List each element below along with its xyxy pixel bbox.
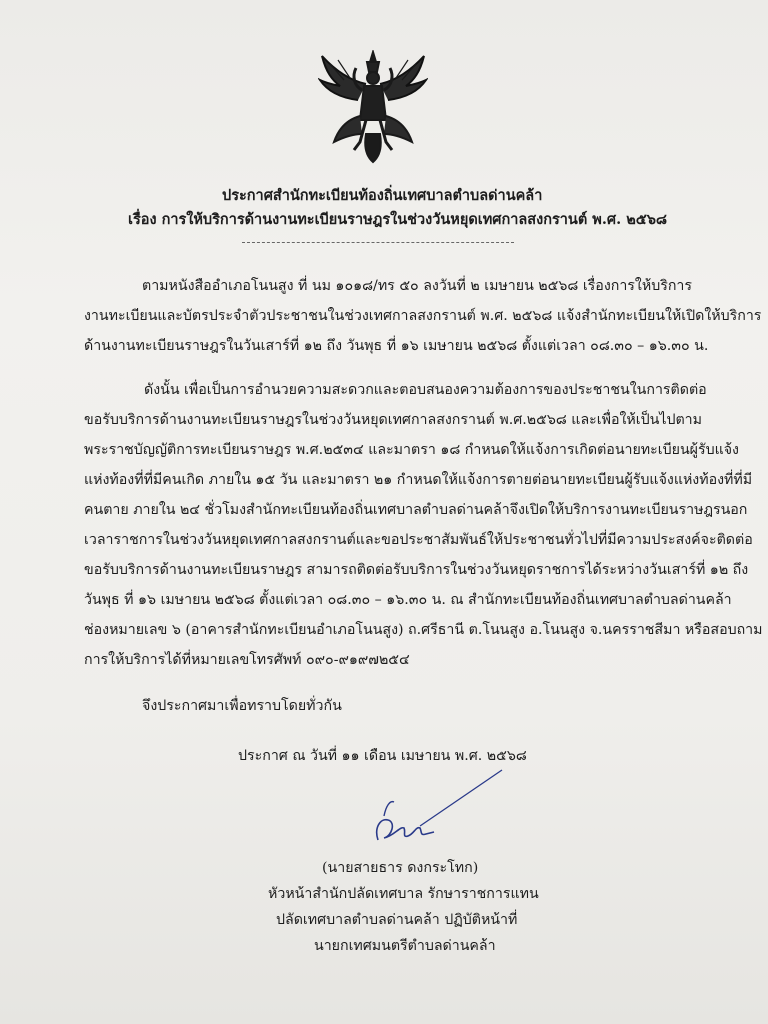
signer-title-1: หัวหน้าสำนักปลัดเทศบาล รักษาราชการแทน <box>268 886 539 902</box>
signer-name: (นายสายธาร ดงกระโทก) <box>322 860 479 876</box>
para2-line-5: คนตาย ภายใน ๒๔ ชั่วโมงสำนักทะเบียนท้องถิ่นเทศบาลตำบลด่านคล้าจึงเปิดให้บริการงานทะเบียนราษฎรนอก <box>84 502 748 518</box>
garuda-emblem-icon <box>318 50 428 165</box>
para2-line-3: พระราชบัญญัติการทะเบียนราษฎร พ.ศ.๒๕๓๔ และมาตรา ๑๘ กำหนดให้แจ้งการเกิดต่อนายทะเบียนผู้รับแจ้ง <box>84 442 739 458</box>
signer-title-3: นายกเทศมนตรีตำบลด่านคล้า <box>314 938 496 954</box>
announcement-date: ประกาศ ณ วันที่ ๑๑ เดือน เมษายน พ.ศ. ๒๕๖๘ <box>238 748 527 764</box>
closing-statement: จึงประกาศมาเพื่อทราบโดยทั่วกัน <box>142 698 342 714</box>
para2-line-10: การให้บริการได้ที่หมายเลขโทรศัพท์ ๐๙๐-๙๑๙๗๒๕๔ <box>84 652 410 668</box>
para2-line-8: วันพุธ ที่ ๑๖ เมษายน ๒๕๖๘ ตั้งแต่เวลา ๐๘.๓๐ – ๑๖.๓๐ น. ณ สำนักทะเบียนท้องถิ่นเทศบาลตำบลด่านคล้า <box>84 592 732 608</box>
para2-line-4: แห่งท้องที่ที่มีคนเกิด ภายใน ๑๕ วัน และมาตรา ๒๑ กำหนดให้แจ้งการตายต่อนายทะเบียนผู้รับแจ้งแห่งท้องที่ที่มี <box>84 472 753 488</box>
announcement-subject: เรื่อง การให้บริการด้านงานทะเบียนราษฎรในช่วงวันหยุดเทศกาลสงกรานต์ พ.ศ. ๒๕๖๘ <box>128 211 668 228</box>
para1-line-1: ตามหนังสืออำเภอโนนสูง ที่ นม ๑๐๑๘/ทร ๕๐ ลงวันที่ ๒ เมษายน ๒๕๖๘ เรื่องการให้บริการ <box>142 278 693 294</box>
para1-line-3: ด้านงานทะเบียนราษฎรในวันเสาร์ที่ ๑๒ ถึง วันพุธ ที่ ๑๖ เมษายน ๒๕๖๘ ตั้งแต่เวลา ๐๘.๓๐ – ๑๖.๓๐ น. <box>84 338 709 354</box>
para2-line-1: ดังนั้น เพื่อเป็นการอำนวยความสะดวกและตอบสนองความต้องการของประชาชนในการติดต่อ <box>144 382 707 398</box>
title-divider <box>242 242 514 243</box>
para2-line-2: ขอรับบริการด้านงานทะเบียนราษฎรในช่วงวันหยุดเทศกาลสงกรานต์ พ.ศ.๒๕๖๘ และเพื่อให้เป็นไปตาม <box>84 412 702 428</box>
announcement-title: ประกาศสำนักทะเบียนท้องถิ่นเทศบาลตำบลด่านคล้า <box>222 187 543 204</box>
handwritten-signature-icon <box>370 766 510 856</box>
para1-line-2: งานทะเบียนและบัตรประจำตัวประชาชนในช่วงเทศกาลสงกรานต์ พ.ศ. ๒๕๖๘ แจ้งสำนักทะเบียนให้เปิดให้บริการ <box>84 308 762 324</box>
para2-line-6: เวลาราชการในช่วงวันหยุดเทศกาลสงกรานต์และขอประชาสัมพันธ์ให้ประชาชนทั่วไปที่มีความประสงค์จะติดต่อ <box>84 532 753 548</box>
signer-title-2: ปลัดเทศบาลตำบลด่านคล้า ปฏิบัติหน้าที่ <box>276 912 518 928</box>
para2-line-9: ช่องหมายเลข ๖ (อาคารสำนักทะเบียนอำเภอโนนสูง) ถ.ศรีธานี ต.โนนสูง อ.โนนสูง จ.นครราชสีมา หรือสอบถาม <box>84 622 763 638</box>
para2-line-7: ขอรับบริการด้านงานทะเบียนราษฎร สามารถติดต่อรับบริการในช่วงวันหยุดราชการได้ระหว่างวันเสาร์ที่ ๑๒ ถึง <box>84 562 749 578</box>
